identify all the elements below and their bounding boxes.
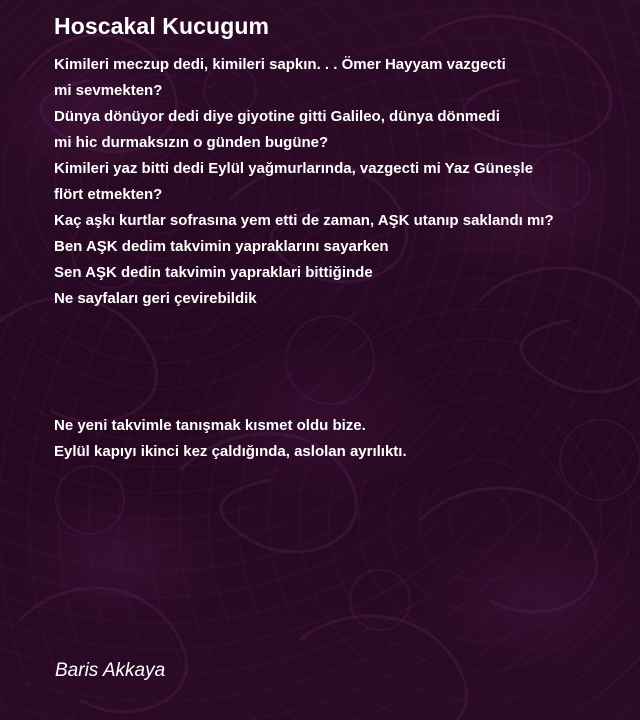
poem-author: Baris Akkaya: [55, 660, 166, 681]
poem-line: mi hic durmaksızın o günden bugüne?: [54, 134, 329, 151]
poem-line: Kaç aşkı kurtlar sofrasına yem etti de zaman, AŞK utanıp saklandı mı?: [54, 212, 554, 229]
stanza-2: [54, 413, 407, 465]
poem-title: Hoscakal Kucugum: [54, 13, 270, 39]
poem-line: Ne yeni takvimle tanışmak kısmet oldu bize.: [54, 417, 366, 434]
poem-line: Kimileri yaz bitti dedi Eylül yağmurlarında, vazgecti mi Yaz Güneşle: [54, 160, 534, 177]
stanza-1: [54, 52, 554, 312]
poem-line: mi sevmekten?: [54, 82, 163, 99]
poem-line: flört etmekten?: [54, 186, 163, 203]
poem-line: Ne sayfaları geri çevirebildik: [54, 290, 257, 307]
poem-line: Kimileri meczup dedi, kimileri sapkın. . . Ömer Hayyam vazgecti: [54, 56, 506, 73]
poem-line: Eylül kapıyı ikinci kez çaldığında, aslolan ayrılıktı.: [54, 443, 407, 460]
poem-line: Ben AŞK dedim takvimin yapraklarını sayarken: [54, 238, 389, 255]
poem-line: Sen AŞK dedin takvimin yapraklari bittiğinde: [54, 264, 373, 281]
poem-line: Dünya dönüyor dedi diye giyotine gitti Galileo, dünya dönmedi: [54, 108, 500, 125]
